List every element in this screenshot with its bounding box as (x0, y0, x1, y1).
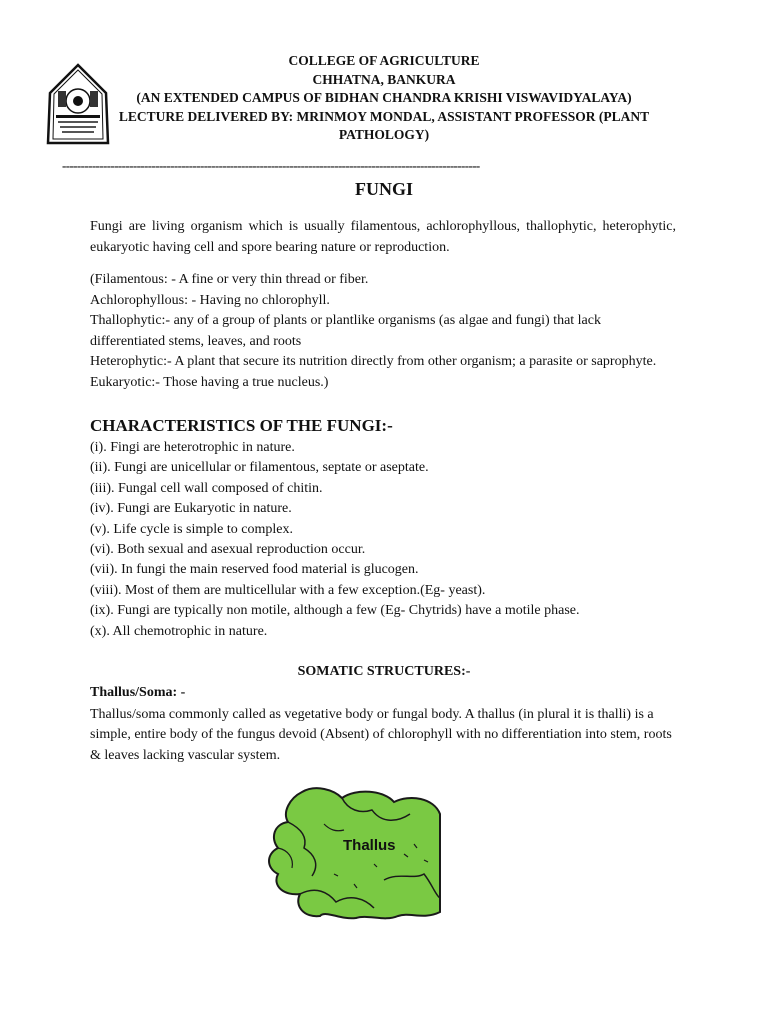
definition-item: (Filamentous: - A fine or very thin thread or fiber. (90, 272, 369, 287)
thallus-subheading: Thallus/Soma: - (90, 685, 186, 700)
definition-item: Eukaryotic:- Those having a true nucleus.) (90, 374, 329, 390)
characteristics-list (90, 438, 676, 642)
thallus-illustration (264, 784, 442, 922)
header-line-campus: (AN EXTENDED CAMPUS OF BIDHAN CHANDRA KRISHI VISWAVIDYALAYA) (136, 90, 632, 106)
thallus-label: Thallus (343, 837, 396, 854)
list-item: (ix). Fungi are typically non motile, although a few (Eg- Chytrids) have a motile phase. (90, 603, 580, 619)
intro-paragraph: Fungi are living organism which is usually filamentous, achlorophyllous, thallophytic, heterophytic, eukaryotic having cell and spore bearing nature or reproduction. (90, 219, 676, 255)
page-title: FUNGI (355, 179, 413, 199)
definitions-block (90, 270, 676, 394)
thallus-paragraph: Thallus/soma commonly called as vegetative body or fungal body. A thallus (in plural it is thalli) is a simple, entire body of the fungus devoid (Absent) of chlorophyll with no differentiation into stem, roots & leaves lacking vascular system. (90, 707, 672, 763)
definition-item: Achlorophyllous: - Having no chlorophyll. (90, 292, 330, 308)
definition-item: Thallophytic:- any of a group of plants or plantlike organisms (as algae and fungi) that lack differentiated stems, leaves, and roots (90, 313, 601, 349)
list-item: (iv). Fungi are Eukaryotic in nature. (90, 501, 292, 517)
somatic-structures-heading: SOMATIC STRUCTURES:- (297, 664, 471, 679)
list-item: (viii). Most of them are multicellular with a few exception.(Eg- yeast). (90, 582, 486, 598)
list-item: (vi). Both sexual and asexual reproduction occur. (90, 542, 366, 558)
list-item: (vii). In fungi the main reserved food material is glucogen. (90, 562, 419, 578)
list-item: (x). All chemotrophic in nature. (90, 623, 268, 639)
college-header (100, 52, 668, 145)
list-item: (ii). Fungi are unicellular or filamentous, septate or aseptate. (90, 460, 429, 476)
list-item: (iii). Fungal cell wall composed of chitin. (90, 480, 323, 496)
list-item: (v). Life cycle is simple to complex. (90, 521, 293, 537)
header-line-lecturer: LECTURE DELIVERED BY: MRINMOY MONDAL, ASSISTANT PROFESSOR (PLANT PATHOLOGY) (118, 108, 650, 143)
header-line-college: COLLEGE OF AGRICULTURE (288, 53, 480, 68)
header-line-location: CHHATNA, BANKURA (312, 71, 456, 87)
header-divider: ---------------------------------------------------------------------------------------------------------------- (62, 160, 480, 172)
characteristics-heading: CHARACTERISTICS OF THE FUNGI:- (90, 416, 393, 435)
definition-item: Heterophytic:- A plant that secure its nutrition directly from other organism; a parasite or saprophyte. (90, 354, 657, 370)
list-item: (i). Fingi are heterotrophic in nature. (90, 440, 295, 455)
